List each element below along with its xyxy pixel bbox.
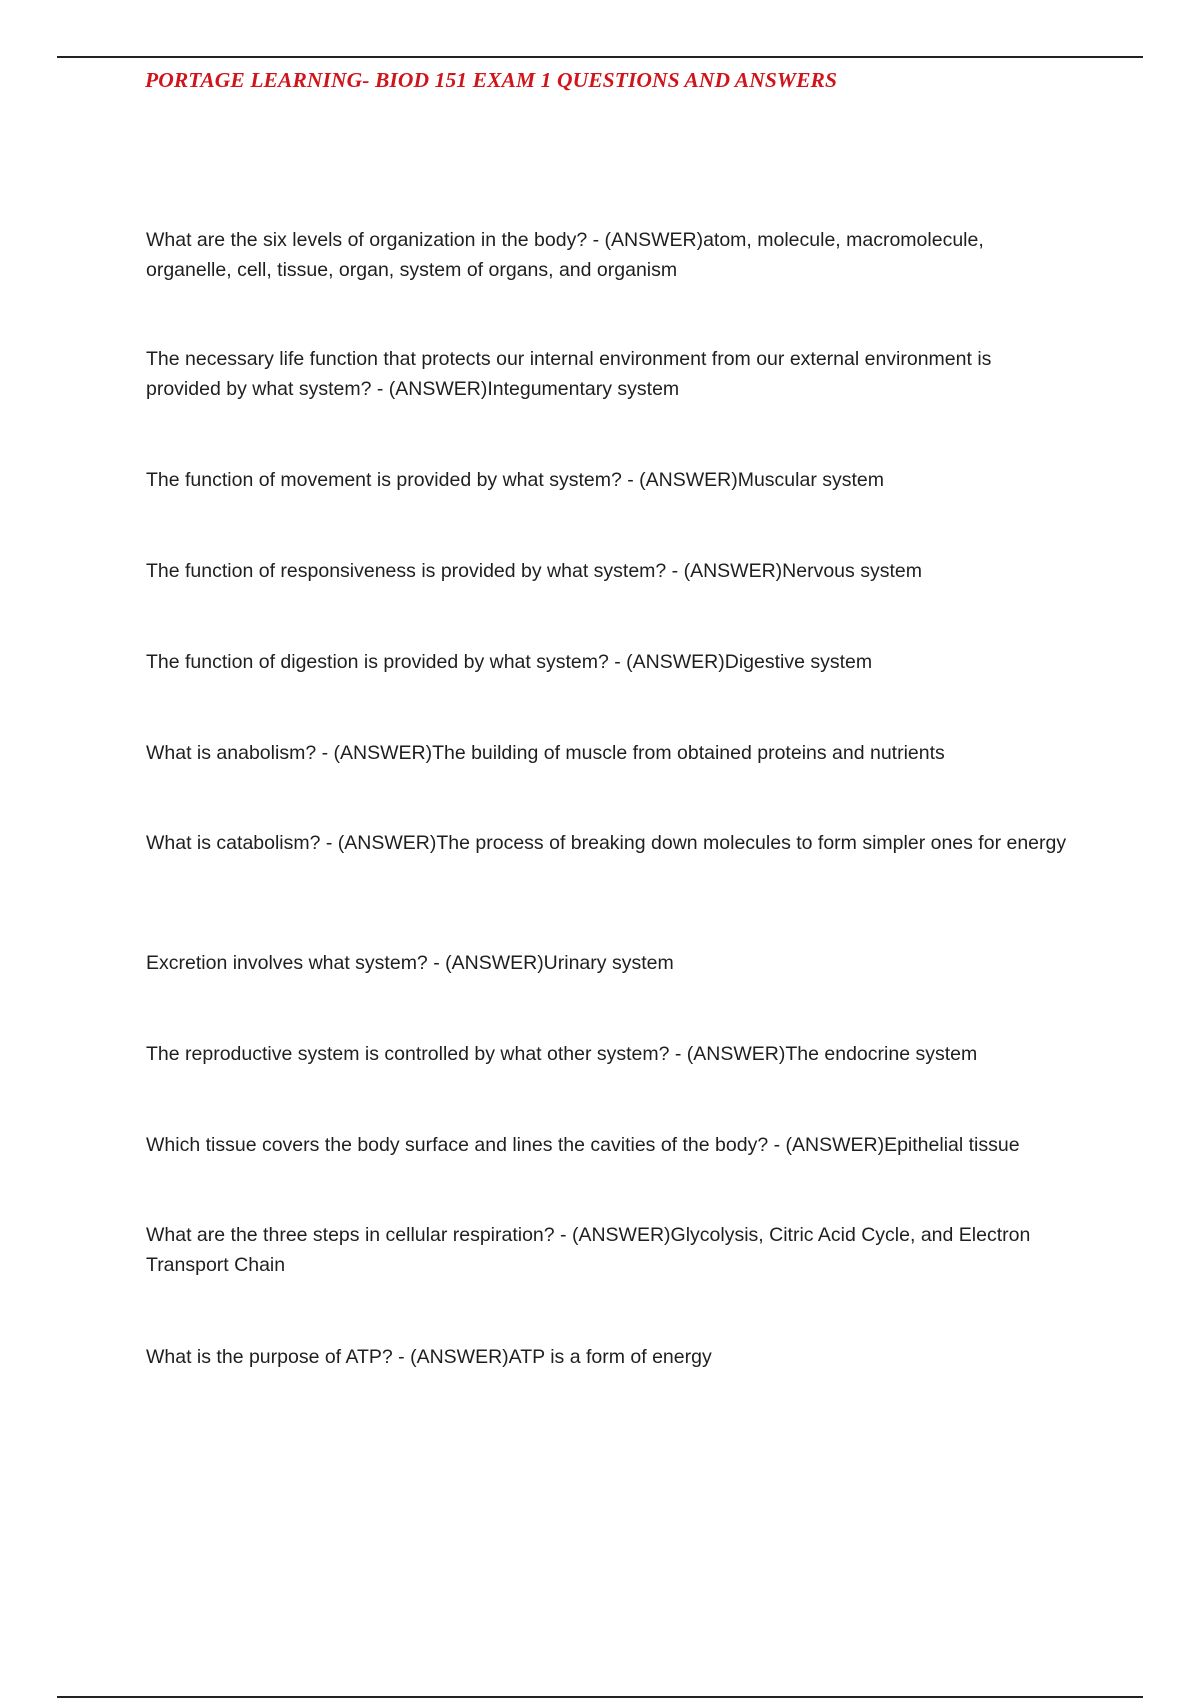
qa-entry: The necessary life function that protects our internal environment from our external environment is provided by what system? - (ANSWER)Integumentary system [146, 348, 992, 400]
qa-entry: The function of movement is provided by what system? - (ANSWER)Muscular system [146, 469, 884, 491]
qa-entry: What are the three steps in cellular respiration? - (ANSWER)Glycolysis, Citric Acid Cycle, and Electron Transport Chain [146, 1224, 1031, 1276]
qa-entry: The reproductive system is controlled by what other system? - (ANSWER)The endocrine system [146, 1043, 978, 1065]
top-divider [57, 56, 1143, 58]
qa-entry: The function of responsiveness is provided by what system? - (ANSWER)Nervous system [146, 560, 922, 582]
qa-entry: What is catabolism? - (ANSWER)The process of breaking down molecules to form simpler ones for energy [146, 832, 1067, 854]
qa-entry: Excretion involves what system? - (ANSWER)Urinary system [146, 952, 674, 974]
qa-entry: The function of digestion is provided by what system? - (ANSWER)Digestive system [146, 651, 873, 673]
qa-entry: What is anabolism? - (ANSWER)The building of muscle from obtained proteins and nutrients [146, 742, 945, 764]
document-title: PORTAGE LEARNING- BIOD 151 EXAM 1 QUESTIONS AND ANSWERS [145, 68, 838, 92]
qa-entry: What is the purpose of ATP? - (ANSWER)ATP is a form of energy [146, 1346, 712, 1368]
qa-entry: Which tissue covers the body surface and lines the cavities of the body? - (ANSWER)Epithelial tissue [146, 1134, 1020, 1156]
bottom-divider [57, 1696, 1143, 1698]
qa-entry: What are the six levels of organization in the body? - (ANSWER)atom, molecule, macromolecule, organelle, cell, tissue, organ, system of organs, and organism [146, 229, 984, 281]
